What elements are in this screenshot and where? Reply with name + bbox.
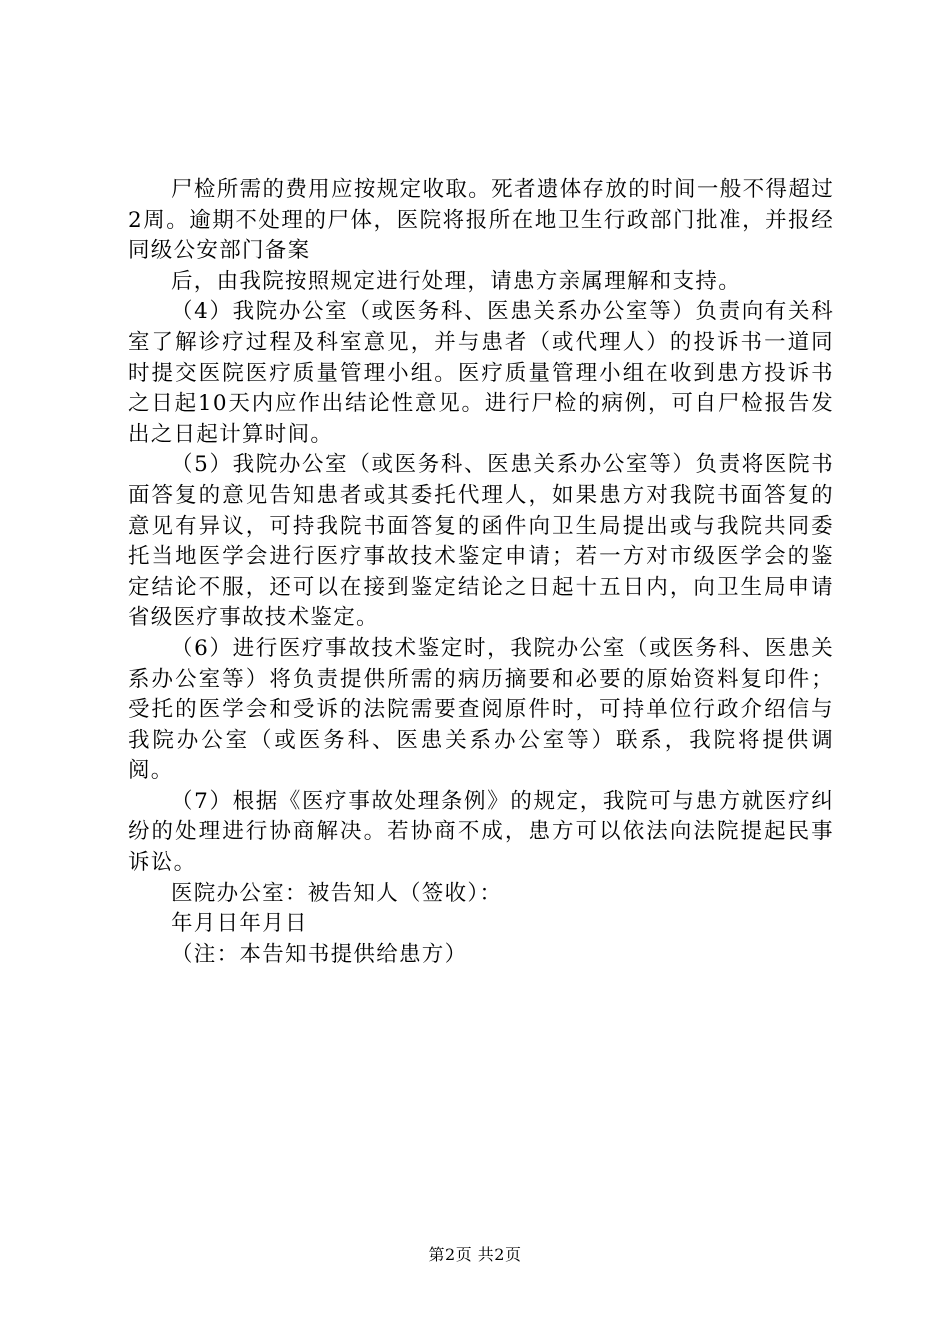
page-number: 第2页 共2页 [428, 1245, 522, 1264]
note-line: （注：本告知书提供给患方） [171, 941, 468, 967]
paragraph-autopsy-fees: 尸检所需的费用应按规定收取。死者遗体存放的时间一般不得超过2周。逾期不处理的尸体，医院将报所在地卫生行政部门批准，并报经同级公安部门备案 [128, 177, 834, 264]
paragraph-item-4: （4）我院办公室（或医务科、医患关系办公室等）负责向有关科室了解诊疗过程及科室意见，并与患者（或代理人）的投诉书一道同时提交医院医疗质量管理小组。医疗质量管理小组在收到患方投诉书之日起10天内应作出结论性意见。进行尸检的病例，可自尸检报告发出之日起计算时间。 [128, 299, 834, 447]
page-footer [0, 1245, 950, 1265]
paragraph-item-5: （5）我院办公室（或医务科、医患关系办公室等）负责将医院书面答复的意见告知患者或其委托代理人，如果患方对我院书面答复的意见有异议，可持我院书面答复的函件向卫生局提出或与我院共同委托当地医学会进行医疗事故技术鉴定申请；若一方对市级医学会的鉴定结论不服，还可以在接到鉴定结论之日起十五日内，向卫生局申请省级医疗事故技术鉴定。 [128, 452, 834, 631]
paragraph-item-7: （7）根据《医疗事故处理条例》的规定，我院可与患方就医疗纠纷的处理进行协商解决。若协商不成，患方可以依法向法院提起民事诉讼。 [128, 788, 834, 876]
paragraph-item-6: （6）进行医疗事故技术鉴定时，我院办公室（或医务科、医患关系办公室等）将负责提供所需的病历摘要和必要的原始资料复印件；受托的医学会和受诉的法院需要查阅原件时，可持单位行政介绍信与我院办公室（或医务科、医患关系办公室等）联系，我院将提供调阅。 [128, 635, 834, 784]
signature-line: 医院办公室：被告知人（签收）： [171, 880, 503, 906]
date-line: 年月日年月日 [171, 911, 308, 937]
paragraph-processing-note: 后，由我院按照规定进行处理，请患方亲属理解和支持。 [171, 268, 742, 294]
document-body [128, 175, 834, 970]
